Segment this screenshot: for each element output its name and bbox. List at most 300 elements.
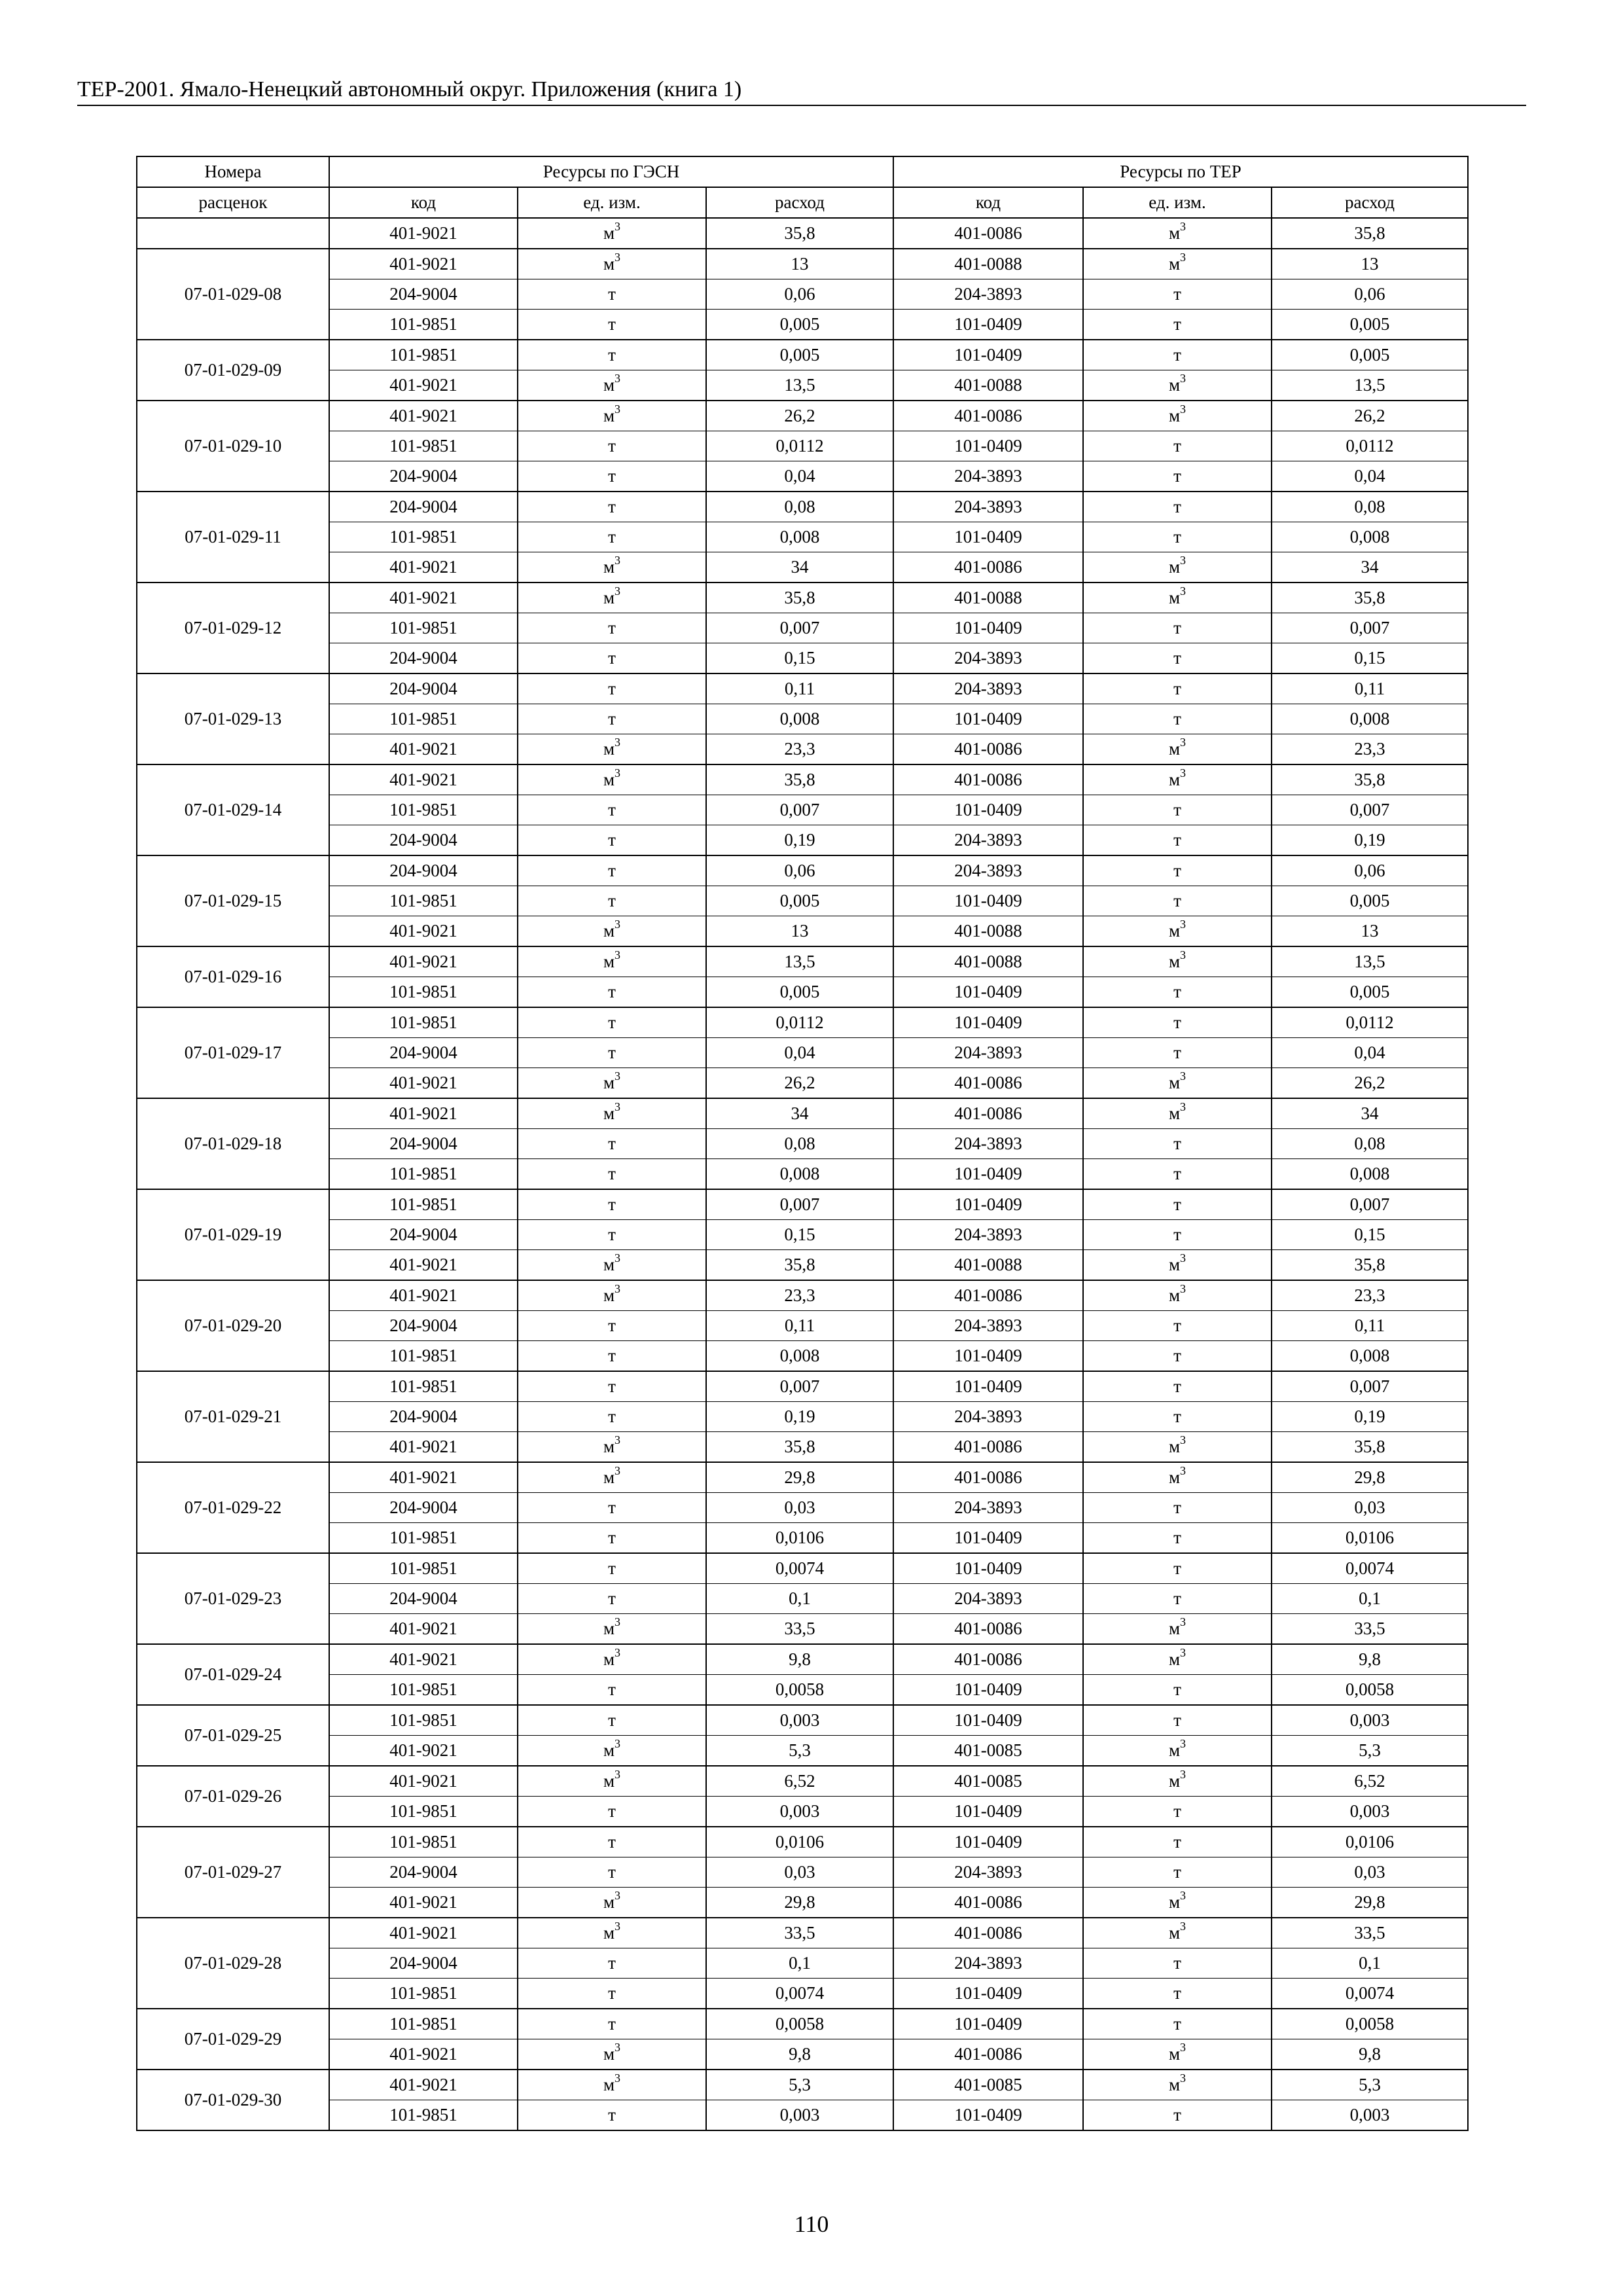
- unit-exponent: 3: [1180, 1069, 1186, 1083]
- table-row: [137, 2070, 1468, 2100]
- unit-ton: т: [1173, 1194, 1181, 1214]
- gesn-amount-cell: 9,8: [706, 2039, 893, 2070]
- ter-unit-cell: [1083, 1888, 1272, 1918]
- ter-amount-cell: 0,0112: [1272, 431, 1468, 461]
- gesn-code-cell: 101-9851: [329, 613, 518, 643]
- gesn-unit-cell: [518, 1068, 706, 1099]
- gesn-unit-cell: [518, 218, 706, 249]
- unit-cubic-meter: м: [603, 1437, 615, 1456]
- gesn-unit-cell: [518, 1038, 706, 1068]
- gesn-code-cell: 101-9851: [329, 1827, 518, 1857]
- ter-code-cell: 204-3893: [893, 1220, 1083, 1250]
- gesn-code-cell: 101-9851: [329, 431, 518, 461]
- rate-number-cell: 07-01-029-30: [137, 2070, 329, 2130]
- table-row: [137, 1007, 1468, 1038]
- ter-amount-cell: 9,8: [1272, 1644, 1468, 1675]
- gesn-unit-cell: [518, 1159, 706, 1190]
- unit-ton: т: [608, 1710, 616, 1730]
- ter-unit-cell: [1083, 1007, 1272, 1038]
- unit-exponent: 3: [1180, 1646, 1186, 1659]
- unit-exponent: 3: [615, 918, 621, 931]
- unit-ton: т: [1173, 314, 1181, 334]
- ter-unit-cell: [1083, 1038, 1272, 1068]
- gesn-code-cell: 101-9851: [329, 977, 518, 1008]
- header-number-line1: Номера: [137, 156, 329, 187]
- ter-code-cell: 101-0409: [893, 1007, 1083, 1038]
- unit-ton: т: [1173, 1164, 1181, 1183]
- gesn-code-cell: 101-9851: [329, 1979, 518, 2009]
- ter-unit-cell: [1083, 1129, 1272, 1159]
- unit-exponent: 3: [1180, 2072, 1186, 2085]
- table-row: [137, 1797, 1468, 1827]
- unit-cubic-meter: м: [603, 2044, 615, 2064]
- table-row: [137, 1918, 1468, 1948]
- unit-ton: т: [1173, 1346, 1181, 1365]
- ter-code-cell: 101-0409: [893, 1523, 1083, 1554]
- ter-amount-cell: 13: [1272, 916, 1468, 947]
- gesn-unit-cell: [518, 492, 706, 522]
- ter-unit-cell: [1083, 2009, 1272, 2039]
- ter-code-cell: 401-0086: [893, 734, 1083, 765]
- ter-amount-cell: 0,003: [1272, 2100, 1468, 2131]
- unit-cubic-meter: м: [603, 1285, 615, 1305]
- unit-ton: т: [608, 284, 616, 304]
- table-row: [137, 431, 1468, 461]
- gesn-unit-cell: [518, 946, 706, 977]
- table-body: [137, 218, 1468, 2130]
- unit-ton: т: [1173, 1801, 1181, 1821]
- unit-ton: т: [1173, 648, 1181, 668]
- ter-code-cell: 401-0088: [893, 1250, 1083, 1281]
- ter-amount-cell: 0,005: [1272, 977, 1468, 1008]
- table-row: [137, 1553, 1468, 1584]
- unit-cubic-meter: м: [603, 1892, 615, 1912]
- ter-amount-cell: 0,03: [1272, 1857, 1468, 1888]
- rate-number-cell: 07-01-029-12: [137, 583, 329, 673]
- gesn-amount-cell: 0,007: [706, 795, 893, 825]
- ter-amount-cell: 0,005: [1272, 310, 1468, 340]
- ter-unit-cell: [1083, 1311, 1272, 1341]
- ter-code-cell: 401-0086: [893, 1068, 1083, 1099]
- table-row: [137, 1159, 1468, 1190]
- unit-cubic-meter: м: [1168, 1771, 1181, 1791]
- ter-amount-cell: 33,5: [1272, 1918, 1468, 1948]
- ter-code-cell: 401-0088: [893, 916, 1083, 947]
- unit-ton: т: [1173, 1376, 1181, 1396]
- gesn-code-cell: 101-9851: [329, 310, 518, 340]
- gesn-amount-cell: 0,0058: [706, 2009, 893, 2039]
- rate-number-cell: 07-01-029-29: [137, 2009, 329, 2070]
- gesn-amount-cell: 0,11: [706, 673, 893, 704]
- ter-unit-cell: [1083, 1159, 1272, 1190]
- ter-amount-cell: 26,2: [1272, 401, 1468, 431]
- table-row: [137, 370, 1468, 401]
- gesn-amount-cell: 0,007: [706, 1371, 893, 1402]
- table-row: [137, 340, 1468, 370]
- table-row: [137, 218, 1468, 249]
- unit-ton: т: [1173, 284, 1181, 304]
- gesn-code-cell: 204-9004: [329, 1220, 518, 1250]
- unit-exponent: 3: [615, 1100, 621, 1113]
- ter-code-cell: 204-3893: [893, 461, 1083, 492]
- unit-cubic-meter: м: [603, 223, 615, 243]
- gesn-unit-cell: [518, 1766, 706, 1797]
- table-row: [137, 1584, 1468, 1614]
- header-ter-code: код: [893, 187, 1083, 218]
- unit-exponent: 3: [615, 584, 621, 598]
- gesn-code-cell: 401-9021: [329, 1614, 518, 1645]
- ter-amount-cell: 0,03: [1272, 1493, 1468, 1523]
- gesn-amount-cell: 0,0074: [706, 1979, 893, 2009]
- gesn-amount-cell: 0,15: [706, 643, 893, 674]
- table-row: [137, 1129, 1468, 1159]
- unit-exponent: 3: [615, 1464, 621, 1477]
- ter-amount-cell: 23,3: [1272, 1280, 1468, 1311]
- unit-ton: т: [608, 497, 616, 516]
- unit-ton: т: [608, 800, 616, 819]
- ter-code-cell: 401-0085: [893, 1736, 1083, 1767]
- unit-ton: т: [608, 1801, 616, 1821]
- ter-unit-cell: [1083, 855, 1272, 886]
- page-header: [77, 76, 1526, 106]
- unit-exponent: 3: [615, 1069, 621, 1083]
- gesn-unit-cell: [518, 1462, 706, 1493]
- ter-code-cell: 101-0409: [893, 1371, 1083, 1402]
- ter-unit-cell: [1083, 1220, 1272, 1250]
- gesn-amount-cell: 0,06: [706, 279, 893, 310]
- ter-code-cell: 101-0409: [893, 886, 1083, 916]
- gesn-code-cell: 401-9021: [329, 916, 518, 947]
- gesn-amount-cell: 0,007: [706, 613, 893, 643]
- unit-exponent: 3: [615, 403, 621, 416]
- unit-cubic-meter: м: [603, 921, 615, 941]
- gesn-amount-cell: 0,0074: [706, 1553, 893, 1584]
- gesn-unit-cell: [518, 1553, 706, 1584]
- unit-ton: т: [608, 861, 616, 880]
- ter-unit-cell: [1083, 1098, 1272, 1129]
- gesn-code-cell: 101-9851: [329, 1523, 518, 1554]
- unit-cubic-meter: м: [1168, 2075, 1181, 2094]
- gesn-unit-cell: [518, 1857, 706, 1888]
- gesn-unit-cell: [518, 855, 706, 886]
- unit-ton: т: [1173, 1225, 1181, 1244]
- gesn-unit-cell: [518, 522, 706, 552]
- ter-code-cell: 204-3893: [893, 825, 1083, 856]
- gesn-unit-cell: [518, 1979, 706, 2009]
- table-row: [137, 2100, 1468, 2131]
- rate-number-cell: 07-01-029-21: [137, 1371, 329, 1462]
- ter-code-cell: 204-3893: [893, 1857, 1083, 1888]
- unit-ton: т: [1173, 345, 1181, 365]
- unit-ton: т: [608, 527, 616, 547]
- gesn-unit-cell: [518, 1129, 706, 1159]
- gesn-amount-cell: 35,8: [706, 218, 893, 249]
- gesn-amount-cell: 0,1: [706, 1948, 893, 1979]
- gesn-code-cell: 101-9851: [329, 704, 518, 734]
- table-row: [137, 977, 1468, 1008]
- ter-amount-cell: 33,5: [1272, 1614, 1468, 1645]
- gesn-unit-cell: [518, 1432, 706, 1463]
- unit-cubic-meter: м: [1168, 1923, 1181, 1943]
- unit-ton: т: [1173, 1679, 1181, 1699]
- gesn-amount-cell: 0,0106: [706, 1523, 893, 1554]
- unit-ton: т: [1173, 466, 1181, 486]
- gesn-code-cell: 401-9021: [329, 1068, 518, 1099]
- gesn-unit-cell: [518, 1007, 706, 1038]
- ter-unit-cell: [1083, 1371, 1272, 1402]
- ter-unit-cell: [1083, 1280, 1272, 1311]
- gesn-unit-cell: [518, 1402, 706, 1432]
- ter-amount-cell: 0,0074: [1272, 1553, 1468, 1584]
- table-row: [137, 734, 1468, 765]
- ter-code-cell: 101-0409: [893, 613, 1083, 643]
- rate-number-cell: 07-01-029-27: [137, 1827, 329, 1918]
- ter-code-cell: 401-0088: [893, 946, 1083, 977]
- table-row: [137, 673, 1468, 704]
- ter-code-cell: 101-0409: [893, 310, 1083, 340]
- gesn-code-cell: 401-9021: [329, 401, 518, 431]
- ter-code-cell: 101-0409: [893, 1705, 1083, 1736]
- unit-ton: т: [1173, 709, 1181, 728]
- gesn-code-cell: 204-9004: [329, 1311, 518, 1341]
- gesn-unit-cell: [518, 401, 706, 431]
- gesn-code-cell: 101-9851: [329, 886, 518, 916]
- rate-number-cell: 07-01-029-15: [137, 855, 329, 946]
- gesn-code-cell: 401-9021: [329, 1432, 518, 1463]
- unit-ton: т: [1173, 1134, 1181, 1153]
- ter-amount-cell: 0,11: [1272, 673, 1468, 704]
- ter-amount-cell: 0,08: [1272, 1129, 1468, 1159]
- unit-ton: т: [608, 1346, 616, 1365]
- ter-unit-cell: [1083, 340, 1272, 370]
- table-row: [137, 1523, 1468, 1554]
- ter-amount-cell: 29,8: [1272, 1462, 1468, 1493]
- ter-code-cell: 204-3893: [893, 279, 1083, 310]
- gesn-unit-cell: [518, 1948, 706, 1979]
- unit-exponent: 3: [1180, 1615, 1186, 1628]
- ter-code-cell: 204-3893: [893, 1129, 1083, 1159]
- gesn-unit-cell: [518, 1250, 706, 1281]
- ter-amount-cell: 0,1: [1272, 1948, 1468, 1979]
- gesn-unit-cell: [518, 1675, 706, 1706]
- gesn-amount-cell: 0,04: [706, 1038, 893, 1068]
- unit-exponent: 3: [1180, 584, 1186, 598]
- gesn-amount-cell: 6,52: [706, 1766, 893, 1797]
- gesn-code-cell: 204-9004: [329, 1493, 518, 1523]
- unit-exponent: 3: [615, 736, 621, 749]
- gesn-unit-cell: [518, 1644, 706, 1675]
- ter-amount-cell: 0,005: [1272, 886, 1468, 916]
- gesn-code-cell: 401-9021: [329, 1888, 518, 1918]
- ter-unit-cell: [1083, 764, 1272, 795]
- table-row: [137, 1220, 1468, 1250]
- ter-unit-cell: [1083, 1705, 1272, 1736]
- ter-unit-cell: [1083, 1402, 1272, 1432]
- table-row: [137, 643, 1468, 674]
- unit-ton: т: [608, 1588, 616, 1608]
- gesn-code-cell: 101-9851: [329, 795, 518, 825]
- gesn-amount-cell: 0,03: [706, 1857, 893, 1888]
- gesn-code-cell: 401-9021: [329, 1766, 518, 1797]
- unit-cubic-meter: м: [603, 254, 615, 274]
- page-number: 110: [794, 2211, 829, 2237]
- ter-unit-cell: [1083, 1675, 1272, 1706]
- gesn-code-cell: 204-9004: [329, 1038, 518, 1068]
- unit-cubic-meter: м: [1168, 1285, 1181, 1305]
- gesn-code-cell: 101-9851: [329, 340, 518, 370]
- unit-exponent: 3: [615, 1768, 621, 1781]
- unit-ton: т: [1173, 1498, 1181, 1517]
- unit-ton: т: [1173, 800, 1181, 819]
- unit-ton: т: [1173, 436, 1181, 456]
- gesn-code-cell: 204-9004: [329, 1402, 518, 1432]
- ter-code-cell: 401-0086: [893, 764, 1083, 795]
- ter-amount-cell: 0,008: [1272, 1159, 1468, 1190]
- gesn-amount-cell: 0,04: [706, 461, 893, 492]
- gesn-unit-cell: [518, 1493, 706, 1523]
- ter-unit-cell: [1083, 461, 1272, 492]
- ter-unit-cell: [1083, 643, 1272, 674]
- gesn-code-cell: 204-9004: [329, 461, 518, 492]
- table-row: [137, 1705, 1468, 1736]
- unit-ton: т: [1173, 2105, 1181, 2125]
- ter-unit-cell: [1083, 613, 1272, 643]
- gesn-code-cell: 401-9021: [329, 370, 518, 401]
- unit-cubic-meter: м: [603, 1467, 615, 1487]
- gesn-code-cell: 401-9021: [329, 764, 518, 795]
- ter-amount-cell: 35,8: [1272, 218, 1468, 249]
- unit-exponent: 3: [1180, 1768, 1186, 1781]
- ter-code-cell: 101-0409: [893, 1979, 1083, 2009]
- gesn-code-cell: 204-9004: [329, 643, 518, 674]
- table-row: [137, 1888, 1468, 1918]
- gesn-amount-cell: 0,008: [706, 522, 893, 552]
- unit-ton: т: [608, 1528, 616, 1547]
- gesn-amount-cell: 9,8: [706, 1644, 893, 1675]
- unit-ton: т: [608, 1194, 616, 1214]
- gesn-amount-cell: 34: [706, 552, 893, 583]
- gesn-code-cell: 101-9851: [329, 1189, 518, 1220]
- gesn-code-cell: 101-9851: [329, 1159, 518, 1190]
- gesn-unit-cell: [518, 795, 706, 825]
- table-row: [137, 461, 1468, 492]
- table-row: [137, 1493, 1468, 1523]
- gesn-unit-cell: [518, 643, 706, 674]
- ter-unit-cell: [1083, 1584, 1272, 1614]
- ter-code-cell: 101-0409: [893, 1675, 1083, 1706]
- unit-exponent: 3: [615, 1737, 621, 1750]
- table-row: [137, 2009, 1468, 2039]
- resources-table: [136, 156, 1469, 2131]
- unit-ton: т: [608, 345, 616, 365]
- gesn-unit-cell: [518, 764, 706, 795]
- unit-cubic-meter: м: [603, 1073, 615, 1092]
- gesn-unit-cell: [518, 249, 706, 279]
- ter-amount-cell: 9,8: [1272, 2039, 1468, 2070]
- ter-unit-cell: [1083, 825, 1272, 856]
- gesn-amount-cell: 5,3: [706, 1736, 893, 1767]
- gesn-amount-cell: 0,03: [706, 1493, 893, 1523]
- ter-code-cell: 101-0409: [893, 1827, 1083, 1857]
- ter-code-cell: 401-0086: [893, 1098, 1083, 1129]
- unit-exponent: 3: [1180, 1433, 1186, 1446]
- gesn-amount-cell: 0,0112: [706, 431, 893, 461]
- unit-ton: т: [1173, 2014, 1181, 2034]
- rate-number-cell: 07-01-029-14: [137, 764, 329, 855]
- ter-unit-cell: [1083, 522, 1272, 552]
- gesn-unit-cell: [518, 1311, 706, 1341]
- gesn-code-cell: 401-9021: [329, 583, 518, 613]
- ter-amount-cell: 34: [1272, 552, 1468, 583]
- ter-unit-cell: [1083, 1493, 1272, 1523]
- unit-exponent: 3: [1180, 948, 1186, 961]
- ter-amount-cell: 0,1: [1272, 1584, 1468, 1614]
- gesn-code-cell: 204-9004: [329, 1948, 518, 1979]
- header-ter-unit: ед. изм.: [1083, 187, 1272, 218]
- table-row: [137, 1432, 1468, 1463]
- ter-amount-cell: 23,3: [1272, 734, 1468, 765]
- table-row: [137, 1766, 1468, 1797]
- unit-ton: т: [1173, 830, 1181, 850]
- gesn-unit-cell: [518, 1523, 706, 1554]
- table-row: [137, 522, 1468, 552]
- gesn-amount-cell: 34: [706, 1098, 893, 1129]
- gesn-unit-cell: [518, 916, 706, 947]
- gesn-code-cell: 204-9004: [329, 1584, 518, 1614]
- ter-amount-cell: 35,8: [1272, 1250, 1468, 1281]
- ter-amount-cell: 0,04: [1272, 1038, 1468, 1068]
- unit-cubic-meter: м: [1168, 1892, 1181, 1912]
- unit-ton: т: [608, 1558, 616, 1578]
- unit-ton: т: [608, 1013, 616, 1032]
- gesn-unit-cell: [518, 1888, 706, 1918]
- ter-unit-cell: [1083, 734, 1272, 765]
- unit-cubic-meter: м: [603, 588, 615, 607]
- unit-cubic-meter: м: [603, 1619, 615, 1638]
- gesn-unit-cell: [518, 583, 706, 613]
- gesn-unit-cell: [518, 1797, 706, 1827]
- gesn-amount-cell: 33,5: [706, 1918, 893, 1948]
- ter-unit-cell: [1083, 1797, 1272, 1827]
- unit-cubic-meter: м: [1168, 1255, 1181, 1274]
- unit-ton: т: [608, 1407, 616, 1426]
- ter-amount-cell: 0,0106: [1272, 1523, 1468, 1554]
- ter-amount-cell: 0,007: [1272, 613, 1468, 643]
- ter-amount-cell: 0,008: [1272, 704, 1468, 734]
- ter-code-cell: 101-0409: [893, 977, 1083, 1008]
- ter-code-cell: 101-0409: [893, 795, 1083, 825]
- ter-unit-cell: [1083, 977, 1272, 1008]
- gesn-code-cell: 101-9851: [329, 522, 518, 552]
- gesn-amount-cell: 0,0058: [706, 1675, 893, 1706]
- ter-code-cell: 401-0085: [893, 1766, 1083, 1797]
- gesn-unit-cell: [518, 1705, 706, 1736]
- unit-cubic-meter: м: [603, 739, 615, 759]
- ter-unit-cell: [1083, 2100, 1272, 2131]
- unit-cubic-meter: м: [1168, 406, 1181, 425]
- unit-cubic-meter: м: [1168, 1073, 1181, 1092]
- gesn-unit-cell: [518, 1341, 706, 1372]
- table-row: [137, 249, 1468, 279]
- unit-ton: т: [608, 1225, 616, 1244]
- ter-unit-cell: [1083, 1857, 1272, 1888]
- unit-cubic-meter: м: [1168, 588, 1181, 607]
- ter-code-cell: 101-0409: [893, 1797, 1083, 1827]
- ter-unit-cell: [1083, 1948, 1272, 1979]
- unit-ton: т: [1173, 1953, 1181, 1973]
- gesn-unit-cell: [518, 461, 706, 492]
- gesn-amount-cell: 0,005: [706, 977, 893, 1008]
